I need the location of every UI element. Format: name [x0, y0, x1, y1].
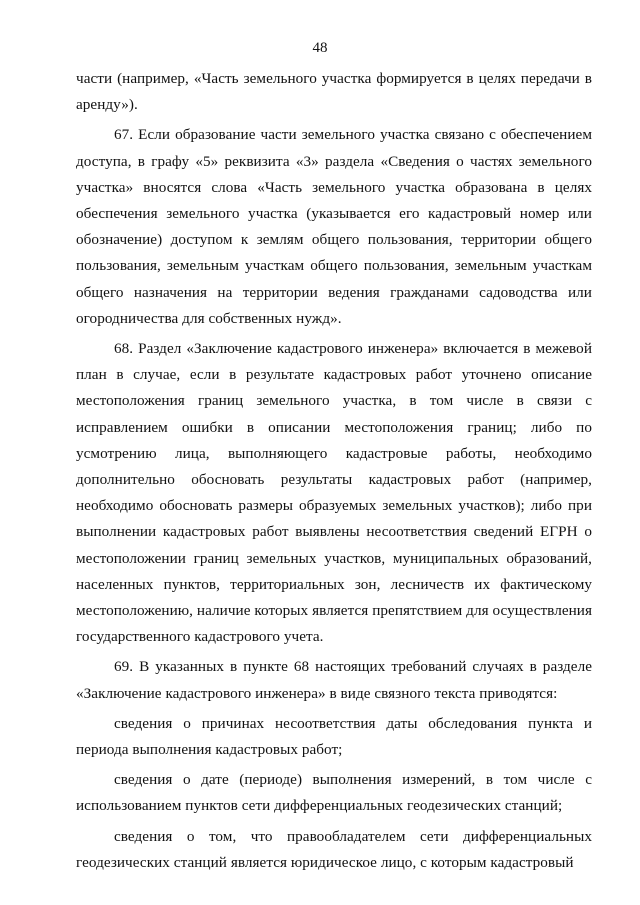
list-item-station-owner: сведения о том, что правообладателем сети дифференциальных геодезических станций является юридическое лицо, с которым кадастровый	[76, 827, 592, 871]
page-number: 48	[312, 40, 328, 56]
list-item-reasons: сведения о причинах несоответствия даты обследования пункта и периода выполнения кадастровых работ;	[76, 714, 592, 759]
paragraph-continuation: части (например, «Часть земельного участка формируется в целях передачи в аренду»).	[76, 70, 592, 114]
list-item-measurement-date: сведения о дате (периоде) выполнения измерений, в том числе с использованием пунктов сети дифференциальных геодезических станций;	[76, 771, 592, 815]
document-body	[76, 66, 592, 876]
paragraph-67: 67. Если образование части земельного участка связано с обеспечением доступа, в графу «5» реквизита «3» раздела «Сведения о частях земельного участка» вносятся слова «Часть земельного участка образована в целях обеспечения земельного участка (указывается его кадастровый номер или обозначение) доступом к землям общего пользования, территории общего пользования, земельным участкам общего пользования, земельным участкам общего назначения на территории ведения гражданами садоводства или огородничества для собственных нужд».	[76, 126, 592, 327]
paragraph-68: 68. Раздел «Заключение кадастрового инженера» включается в межевой план в случае, если в результате кадастровых работ уточнено описание местоположения границ земельного участка, в том числе в связи с исправлением ошибки в описании местоположения границ; либо по усмотрению лица, выполняющего кадастровые работы, необходимо дополнительно обосновать результаты кадастровых работ (например, необходимо обосновать размеры образуемых земельных участков); либо при выполнении кадастровых работ выявлены несоответствия сведений ЕГРН о местоположении границ земельных участков, муниципальных образований, населенных пунктов, территориальных зон, лесничеств их фактическому местоположению, наличие которых является препятствием для осуществления государственного кадастрового учета.	[76, 340, 592, 646]
paragraph-69: 69. В указанных в пункте 68 настоящих требований случаях в разделе «Заключение кадастрового инженера» в виде связного текста приводятся:	[76, 658, 592, 702]
